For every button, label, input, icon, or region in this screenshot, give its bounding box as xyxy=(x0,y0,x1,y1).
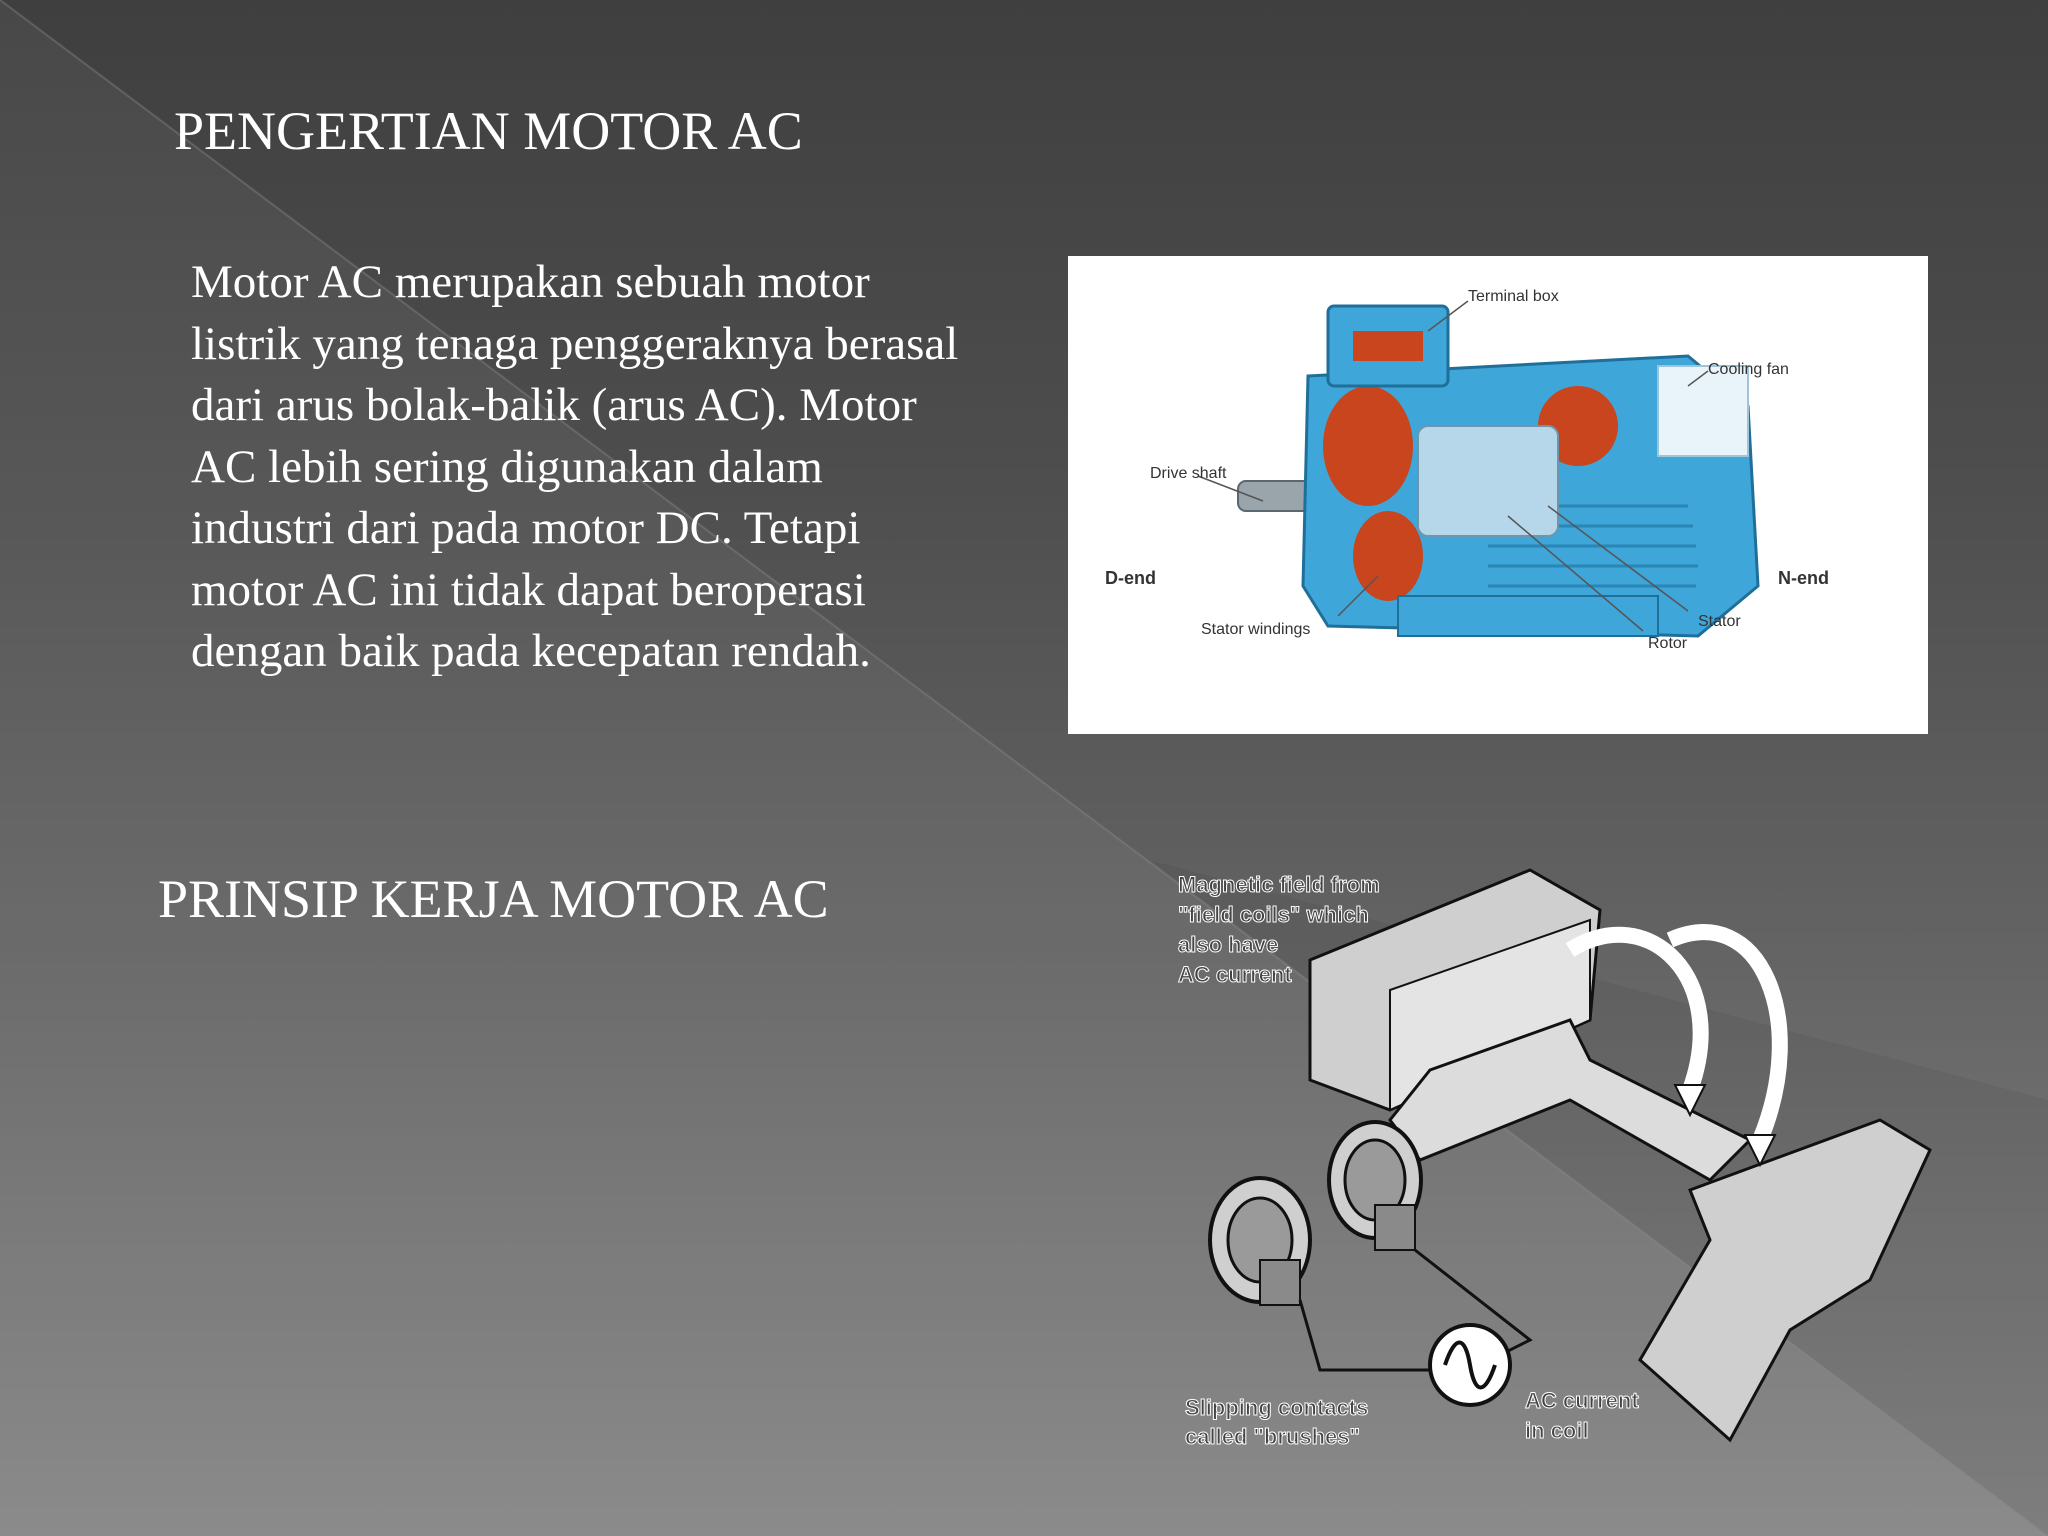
label-ac-line2: in coil xyxy=(1525,1418,1589,1443)
label-field-line1: Magnetic field from xyxy=(1178,872,1380,897)
label-brushes-line2: called "brushes" xyxy=(1185,1424,1360,1449)
label-d-end: D-end xyxy=(1105,568,1156,588)
cooling-fan-shape xyxy=(1658,366,1748,456)
label-terminal-box: Terminal box xyxy=(1468,288,1559,305)
principle-diagram-image xyxy=(1150,860,1950,1460)
rotor-shape xyxy=(1418,426,1558,536)
label-n-end: N-end xyxy=(1778,568,1829,588)
motor-cutaway-image xyxy=(1068,256,1928,734)
label-field-line4: AC current xyxy=(1178,962,1292,987)
label-rotor: Rotor xyxy=(1648,635,1688,652)
principle-title: PRINSIP KERJA MOTOR AC xyxy=(158,869,829,929)
terminal-block-shape xyxy=(1353,331,1423,361)
label-drive-shaft: Drive shaft xyxy=(1150,465,1227,482)
label-ac-line1: AC current xyxy=(1525,1388,1639,1413)
stator-winding-shape-a xyxy=(1323,386,1413,506)
label-brushes-line1: Slipping contacts xyxy=(1185,1395,1369,1420)
motor-base-shape xyxy=(1398,596,1658,636)
label-field-line3: also have xyxy=(1178,932,1279,957)
stator-winding-shape-b xyxy=(1353,511,1423,601)
lower-field-magnet-shape xyxy=(1640,1120,1930,1440)
brush-b xyxy=(1375,1205,1415,1250)
label-stator-windings: Stator windings xyxy=(1201,621,1311,638)
definition-title: PENGERTIAN MOTOR AC xyxy=(174,101,803,161)
brush-a xyxy=(1260,1260,1300,1305)
label-stator: Stator xyxy=(1698,613,1741,630)
definition-body: Motor AC merupakan sebuah motor listrik yang tenaga penggeraknya berasal dari arus bolak-balik (arus AC). Motor AC lebih sering digunakan dalam industri dari pada motor DC. Tetapi motor AC ini tidak dapat beroperasi dengan baik pada kecepatan rendah. xyxy=(191,256,959,677)
label-field-line2: "field coils" which xyxy=(1178,902,1369,927)
label-cooling-fan: Cooling fan xyxy=(1708,361,1789,378)
